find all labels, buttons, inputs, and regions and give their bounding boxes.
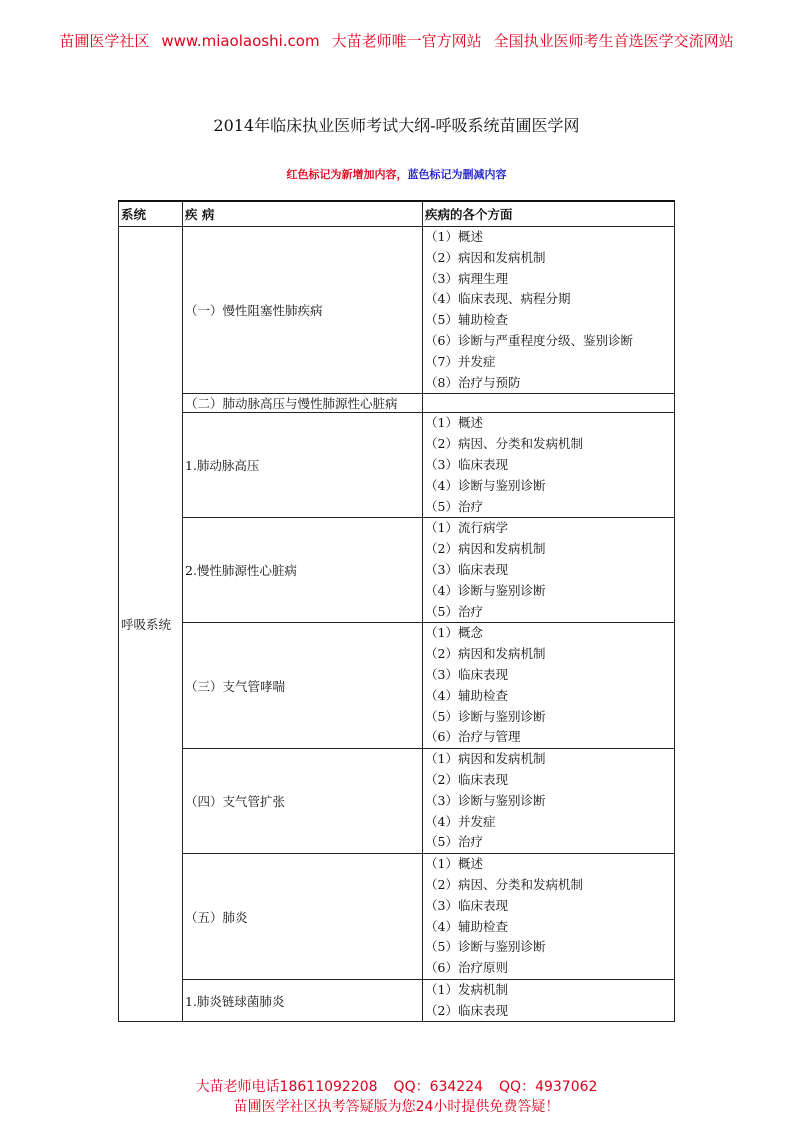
aspect-item: （3）诊断与鉴别诊断 [425, 792, 546, 808]
disease-cell: （五）肺炎 [183, 854, 423, 980]
aspect-item: （5）治疗 [425, 498, 483, 514]
footer-line2: 苗圃医学社区执考答疑版为您24小时提供免费答疑！ [233, 1099, 560, 1115]
table-row [119, 979, 675, 1022]
legend-blue: 蓝色标记为删减内容 [407, 168, 507, 181]
aspect-item: （4）临床表现、病程分期 [425, 291, 571, 307]
table-header-row [119, 201, 675, 227]
aspect-item: （2）临床表现 [425, 771, 508, 787]
header-disease: 疾 病 [183, 201, 423, 227]
footer-qq1: QQ：634224 [393, 1079, 484, 1095]
disease-cell: （二）肺动脉高压与慢性肺源性心脏病 [183, 394, 423, 413]
aspect-item: （2）病因和发病机制 [425, 646, 546, 662]
header-system: 系统 [119, 201, 183, 227]
aspect-item: （2）临床表现 [425, 1002, 508, 1018]
legend-note [0, 166, 793, 182]
table-row [119, 394, 675, 413]
aspect-item: （2）病因、分类和发病机制 [425, 436, 583, 452]
aspect-item: （5）治疗 [425, 834, 483, 850]
site-url[interactable]: www.miaolaoshi.com [161, 32, 320, 50]
syllabus-table [118, 200, 675, 1022]
footer-phone: 大苗老师电话18611092208 [195, 1079, 378, 1095]
aspect-item: （1）概述 [425, 229, 483, 244]
aspect-item: （3）临床表现 [425, 561, 508, 577]
aspects-cell [423, 749, 675, 854]
disease-cell: 2.慢性肺源性心脏病 [183, 518, 423, 623]
aspect-item: （4）诊断与鉴别诊断 [425, 582, 546, 598]
aspect-item: （2）病因和发病机制 [425, 541, 546, 557]
footer [0, 1077, 793, 1117]
aspects-cell [423, 518, 675, 623]
system-cell: 呼吸系统 [119, 227, 183, 1022]
aspect-item: （3）病理生理 [425, 270, 508, 286]
aspect-item: （5）辅助检查 [425, 312, 508, 328]
aspects-cell [423, 413, 675, 518]
aspect-item: （5）诊断与鉴别诊断 [425, 939, 546, 955]
site-name: 苗圃医学社区 [59, 32, 150, 50]
header-aspects: 疾病的各个方面 [423, 201, 675, 227]
aspects-cell [423, 979, 675, 1022]
header-banner [0, 30, 793, 51]
aspect-item: （1）概述 [425, 415, 483, 431]
aspect-item: （1）概述 [425, 856, 483, 872]
aspect-item: （6）诊断与严重程度分级、鉴别诊断 [425, 332, 633, 348]
aspect-item: （2）病因、分类和发病机制 [425, 876, 583, 892]
footer-qq2: QQ：4937062 [499, 1079, 598, 1095]
aspect-item: （6）治疗原则 [425, 960, 508, 976]
site-slogan: 大苗老师唯一官方网站 [331, 32, 482, 50]
disease-cell: （四）支气管扩张 [183, 749, 423, 854]
aspects-cell [423, 854, 675, 980]
table-row [119, 623, 675, 749]
aspect-item: （3）临床表现 [425, 666, 508, 682]
aspect-item: （8）治疗与预防 [425, 374, 521, 390]
aspects-cell [423, 623, 675, 749]
site-tagline: 全国执业医师考生首选医学交流网站 [493, 32, 734, 50]
aspect-item: （3）临床表现 [425, 897, 508, 913]
aspect-item: （5）治疗 [425, 603, 483, 619]
table-row [119, 518, 675, 623]
disease-cell: 1.肺动脉高压 [183, 413, 423, 518]
disease-cell: （三）支气管哮喘 [183, 623, 423, 749]
aspect-item: （4）辅助检查 [425, 918, 508, 934]
aspect-item: （1）病因和发病机制 [425, 751, 546, 767]
aspects-cell [423, 227, 675, 394]
aspect-item: （1）概念 [425, 625, 483, 641]
aspect-item: （4）辅助检查 [425, 687, 508, 703]
disease-cell: 1.肺炎链球菌肺炎 [183, 979, 423, 1022]
aspect-item: （1）发病机制 [425, 981, 508, 997]
table-row [119, 413, 675, 518]
aspect-item: （4）诊断与鉴别诊断 [425, 477, 546, 493]
aspect-item: （7）并发症 [425, 353, 496, 369]
table-row [119, 854, 675, 980]
aspect-item: （2）病因和发病机制 [425, 249, 546, 265]
table-row [119, 749, 675, 854]
aspect-item: （1）流行病学 [425, 520, 508, 536]
footer-contact [0, 1077, 793, 1097]
table-row [119, 227, 675, 394]
page-title: 2014年临床执业医师考试大纲-呼吸系统苗圃医学网 [213, 116, 580, 135]
aspect-item: （4）并发症 [425, 813, 496, 829]
aspect-item: （3）临床表现 [425, 456, 508, 472]
aspects-cell [423, 394, 675, 413]
aspect-item: （5）诊断与鉴别诊断 [425, 708, 546, 724]
legend-red: 红色标记为新增加内容， [286, 168, 408, 181]
disease-cell: （一）慢性阻塞性肺疾病 [183, 227, 423, 394]
aspect-item: （6）治疗与管理 [425, 729, 521, 745]
